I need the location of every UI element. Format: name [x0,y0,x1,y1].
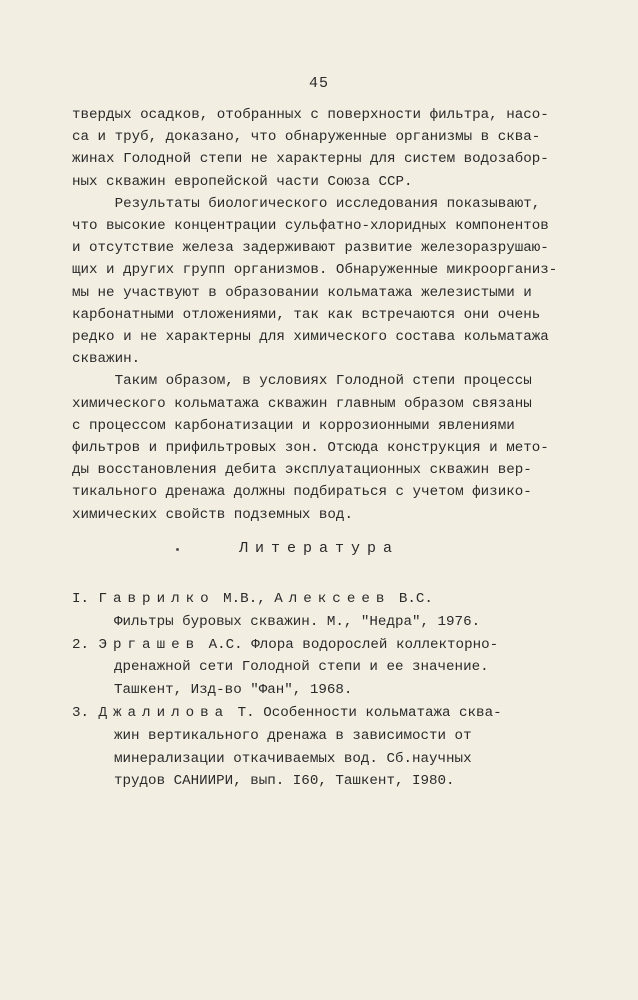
references-heading [0,540,638,557]
reference-initials: А.С. [208,636,243,653]
references-list [72,588,592,793]
text-line: Результаты биологического исследования показывают, [72,195,541,212]
reference-continuation: дренажной сети Голодной степи и ее значение. [114,659,489,676]
text-line: фильтров и прифильтровых зон. Отсюда конструкция и мето- [72,440,549,457]
reference-title-start: Флора водорослей коллекторно- [251,636,499,653]
reference-continuation: Ташкент, Изд-во "Фан", 1968. [114,682,353,699]
text-line: что высокие концентрации сульфатно-хлоридных компонентов [72,218,549,235]
text-line: с процессом карбонатизации и коррозионными явлениями [72,417,515,434]
reference-author-2: Алексеев [274,591,391,607]
reference-item [72,702,592,793]
reference-number: I. [72,591,90,607]
reference-continuation: трудов САНИИРИ, вып. I60, Ташкент, I980. [114,773,455,790]
reference-first-line [72,634,592,657]
text-line: редко и не характерны для химического состава кольматажа [72,329,549,346]
text-line: скважин. [72,351,141,368]
text-line: Таким образом, в условиях Голодной степи процессы [72,373,532,390]
reference-continuation: минерализации откачиваемых вод. Сб.научных [114,750,472,767]
text-line: мы не участвуют в образовании кольматажа железистыми и [72,284,532,301]
references-heading-text: Литература [238,540,399,557]
text-line: ных скважин европейской части Союза ССР. [72,173,413,190]
text-line: ды восстановления дебита эксплуатационных скважин вер- [72,462,532,479]
reference-item [72,634,592,702]
reference-title-start: Особенности кольматажа сква- [263,704,502,721]
reference-continuation: жин вертикального дренажа в зависимости от [114,727,472,744]
text-line: и отсутствие железа задерживают развитие железоразрушаю- [72,240,549,257]
reference-first-line [72,588,592,611]
reference-number: 2. [72,636,90,653]
text-line: химических свойств подземных вод. [72,506,353,523]
reference-author: Гаврилко [98,591,215,607]
text-line: жинах Голодной степи не характерны для систем водозабор- [72,151,549,168]
text-line: твердых осадков, отобранных с поверхности фильтра, насо- [72,107,549,123]
reference-author: Эргашев [98,636,201,653]
reference-number: 3. [72,704,90,721]
reference-initials-2: В.С. [398,591,433,607]
reference-author: Джалилова [98,704,230,721]
body-text [72,104,592,526]
text-line: са и труб, доказано, что обнаруженные организмы в сква- [72,129,541,146]
reference-first-line [72,702,592,725]
page-number: 45 [308,75,329,92]
reference-item [72,588,592,634]
text-line: щих и других групп организмов. Обнаруженные микроорганиз- [72,262,558,279]
text-line: карбонатными отложениями, так как встречаются они очень [72,306,541,323]
text-line: тикального дренажа должны подбираться с учетом физико- [72,484,532,501]
reference-initials: М.В., [223,591,266,607]
text-line: химического кольматажа скважин главным образом связаны [72,395,532,412]
reference-continuation: Фильтры буровых скважин. М., "Недра", 1976. [114,613,481,630]
reference-initials: Т. [237,704,255,721]
